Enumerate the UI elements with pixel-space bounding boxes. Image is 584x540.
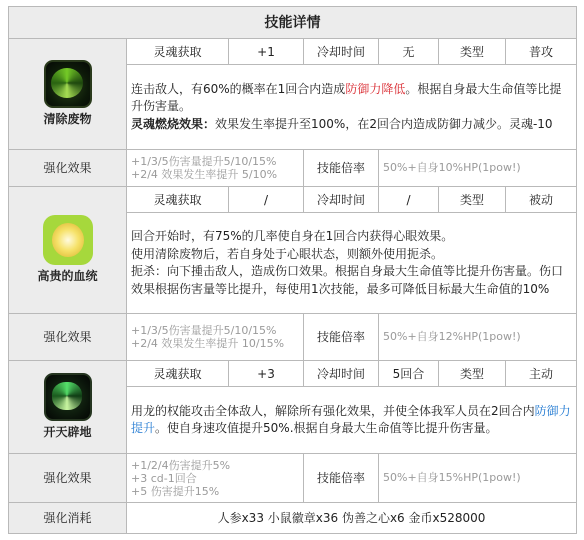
burn-text: 效果发生率提升至100%，在2回合内造成防御力减少。灵魂-10 xyxy=(215,116,553,131)
obtain-value: +3 xyxy=(229,361,304,387)
rate-value: 50%+自身10%HP(1pow!) xyxy=(379,150,577,187)
desc-text: 用龙的权能攻击全体敌人，解除所有强化效果，并使全体我军人员在2回合内 xyxy=(131,403,535,418)
desc-line: 回合开始时，有75%的几率使自身在1回合内获得心眼效果。 xyxy=(131,229,454,243)
enhance-effects xyxy=(127,150,304,187)
cost-label: 强化消耗 xyxy=(9,503,127,534)
skill-description xyxy=(127,213,577,314)
enhance-line: +1/3/5伤害量提升5/10/15% xyxy=(131,155,277,168)
cost-value: 人参x33 小鼠徽章x36 伪善之心x6 金币x528000 xyxy=(127,503,577,534)
enhance-label: 强化效果 xyxy=(9,454,127,503)
skill-detail-panel xyxy=(8,6,576,534)
desc-text: 。使自身速攻值提升50%.根据自身最大生命值等比提升伤害量。 xyxy=(155,421,498,435)
enhance-line: +2/4 效果发生率提升 10/15% xyxy=(131,337,285,350)
type-value: 主动 xyxy=(506,361,577,387)
skill-description xyxy=(127,65,577,150)
skill-description xyxy=(127,387,577,454)
enhance-effects xyxy=(127,314,304,361)
skill-name: 清除废物 xyxy=(43,112,92,126)
skill-cell-2 xyxy=(9,187,127,314)
desc-line: 使用清除废物后，若自身处于心眼状态，则额外使用扼杀。 xyxy=(131,246,444,261)
debuff-highlight: 防御力降低 xyxy=(345,81,406,96)
cooldown-label: 冷却时间 xyxy=(304,39,379,65)
buff-highlight: 防御力提升 xyxy=(131,403,571,435)
enhance-line: +2/4 效果发生率提升 5/10% xyxy=(131,168,278,181)
obtain-label: 灵魂获取 xyxy=(127,187,229,213)
sword-swirl-icon xyxy=(44,60,92,108)
desc-text: 连击敌人，有60%的概率在1回合内造成 xyxy=(131,81,346,96)
type-value: 被动 xyxy=(506,187,577,213)
enhance-label: 强化效果 xyxy=(9,150,127,187)
cooldown-label: 冷却时间 xyxy=(304,187,379,213)
obtain-value: +1 xyxy=(229,39,304,65)
enhance-line: +1/2/4伤害提升5% xyxy=(131,458,231,472)
obtain-label: 灵魂获取 xyxy=(127,361,229,387)
type-value: 普攻 xyxy=(506,39,577,65)
rate-label: 技能倍率 xyxy=(304,454,379,503)
enhance-line: +5 伤害提升15% xyxy=(131,484,220,498)
enhance-line: +1/3/5伤害量提升5/10/15% xyxy=(131,324,277,337)
rate-value: 50%+自身15%HP(1pow!) xyxy=(379,454,577,503)
glowing-figure-icon xyxy=(43,215,93,265)
skill-name: 开天辟地 xyxy=(43,425,92,439)
rate-value: 50%+自身12%HP(1pow!) xyxy=(379,314,577,361)
type-label: 类型 xyxy=(439,361,506,387)
type-label: 类型 xyxy=(439,39,506,65)
skill-cell-1 xyxy=(9,39,127,150)
rate-label: 技能倍率 xyxy=(304,150,379,187)
cooldown-value: 5回合 xyxy=(379,361,439,387)
rate-label: 技能倍率 xyxy=(304,314,379,361)
skill-table xyxy=(8,6,577,534)
skill-cell-3 xyxy=(9,361,127,454)
desc-line: 扼杀：向下揰击敌人，造成伤口效果。根据自身最大生命值等比提升伤害量。伤口效果根据伤害量等比提升，每使用1次技能，最多可降低目标最大生命值的10% xyxy=(131,264,564,296)
enhance-line: +3 cd-1回合 xyxy=(131,471,197,485)
type-label: 类型 xyxy=(439,187,506,213)
obtain-value: / xyxy=(229,187,304,213)
cooldown-value: / xyxy=(379,187,439,213)
obtain-label: 灵魂获取 xyxy=(127,39,229,65)
desc-text: 。根据自身最大生命值等比提升伤害量。 xyxy=(131,81,562,114)
cooldown-value: 无 xyxy=(379,39,439,65)
skill-name: 高贵的血统 xyxy=(37,269,98,283)
cooldown-label: 冷却时间 xyxy=(304,361,379,387)
enhance-effects xyxy=(127,454,304,503)
burn-label: 灵魂燃烧效果： xyxy=(131,116,216,131)
dragon-power-icon xyxy=(44,373,92,421)
enhance-label: 强化效果 xyxy=(9,314,127,361)
table-title: 技能详情 xyxy=(9,7,577,39)
